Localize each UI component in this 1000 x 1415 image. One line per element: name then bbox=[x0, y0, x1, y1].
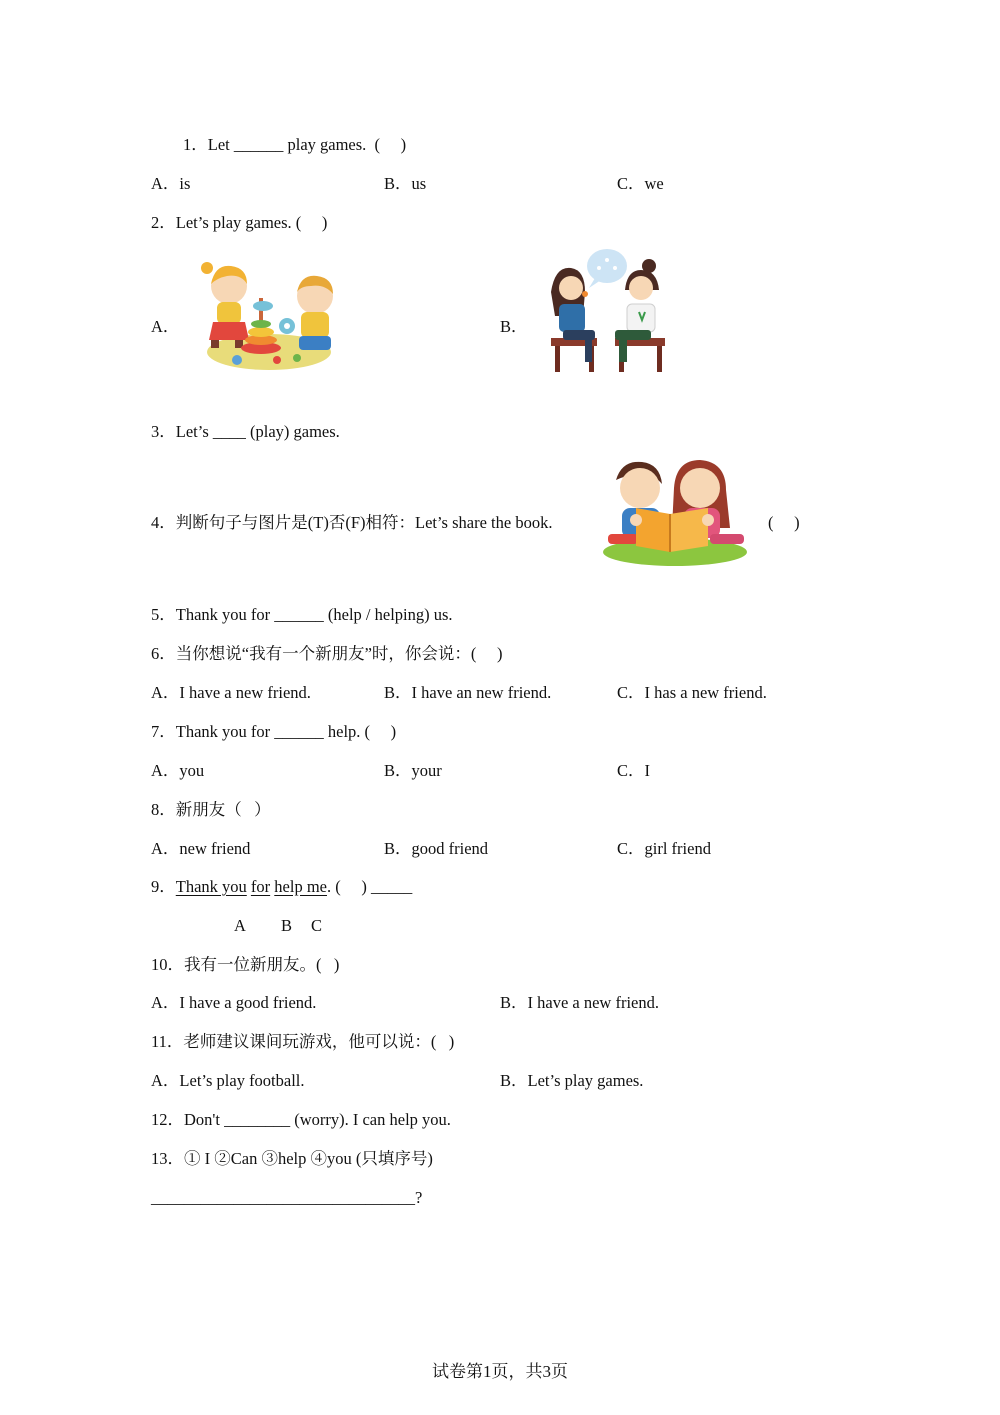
question-6: 6．当你想说“我有一个新朋友”时，你会说：( ) bbox=[151, 644, 503, 663]
q6-option-c[interactable]: C．I has a new friend. bbox=[617, 683, 767, 702]
q9-label-a: A bbox=[234, 916, 246, 935]
q11-option-a[interactable]: A．Let’s play football. bbox=[151, 1071, 305, 1090]
question-3: 3．Let’s ____ (play) games. bbox=[151, 422, 340, 441]
q8-option-b[interactable]: B．good friend bbox=[384, 839, 489, 858]
question-12: 12．Don't ________ (worry). I can help you. bbox=[151, 1110, 451, 1129]
question-7: 7．Thank you for ______ help. ( ) bbox=[151, 722, 397, 741]
question-9 bbox=[151, 877, 412, 897]
q13-answer-line[interactable]: ________________________________? bbox=[151, 1188, 423, 1207]
q9-label-c: C bbox=[311, 916, 323, 935]
q9-tail: . ( ) _____ bbox=[326, 877, 413, 896]
question-13: 13．① I ②Can ③help ④you (只填序号) bbox=[151, 1149, 433, 1168]
q9-underlined-c: help me bbox=[274, 877, 327, 896]
question-1: 1．Let ______ play games. ( ) bbox=[183, 135, 407, 154]
q9-label-b: B bbox=[281, 916, 293, 935]
q6-option-b[interactable]: B．I have an new friend. bbox=[384, 683, 552, 702]
q2-option-a[interactable]: A． bbox=[151, 317, 180, 336]
q7-option-b[interactable]: B．your bbox=[384, 761, 442, 780]
q1-option-b[interactable]: B．us bbox=[384, 174, 427, 193]
q7-option-a[interactable]: A．you bbox=[151, 761, 205, 780]
q1-option-c[interactable]: C．we bbox=[617, 174, 664, 193]
q1-option-a[interactable]: A．is bbox=[151, 174, 191, 193]
q4-answer-blank[interactable]: ( ) bbox=[768, 513, 800, 532]
page-footer: 试卷第1页，共3页 bbox=[432, 1362, 568, 1381]
q9-underlined-a: Thank you bbox=[175, 877, 247, 896]
q8-option-a[interactable]: A．new friend bbox=[151, 839, 251, 858]
girls-talking-image bbox=[545, 246, 670, 376]
q2-option-b[interactable]: B． bbox=[500, 317, 528, 336]
q10-option-a[interactable]: A．I have a good friend. bbox=[151, 993, 317, 1012]
question-5: 5．Thank you for ______ (help / helping) us. bbox=[151, 605, 453, 624]
q9-underlined-b: for bbox=[250, 877, 271, 896]
question-8: 8．新朋友（ ） bbox=[151, 800, 271, 819]
question-11: 11．老师建议课间玩游戏，他可以说：( ) bbox=[151, 1032, 455, 1051]
q6-option-a[interactable]: A．I have a new friend. bbox=[151, 683, 311, 702]
q9-number: 9． bbox=[151, 877, 176, 896]
kids-reading-book-image bbox=[600, 458, 750, 570]
kids-playing-toys-image bbox=[197, 256, 342, 376]
q10-option-b[interactable]: B．I have a new friend. bbox=[500, 993, 659, 1012]
q11-option-b[interactable]: B．Let’s play games. bbox=[500, 1071, 644, 1090]
q8-option-c[interactable]: C．girl friend bbox=[617, 839, 711, 858]
question-10: 10．我有一位新朋友。( ) bbox=[151, 955, 340, 974]
q7-option-c[interactable]: C．I bbox=[617, 761, 650, 780]
question-4: 4．判断句子与图片是(T)否(F)相符：Let’s share the book. bbox=[151, 513, 553, 532]
question-2: 2．Let’s play games. ( ) bbox=[151, 213, 328, 232]
